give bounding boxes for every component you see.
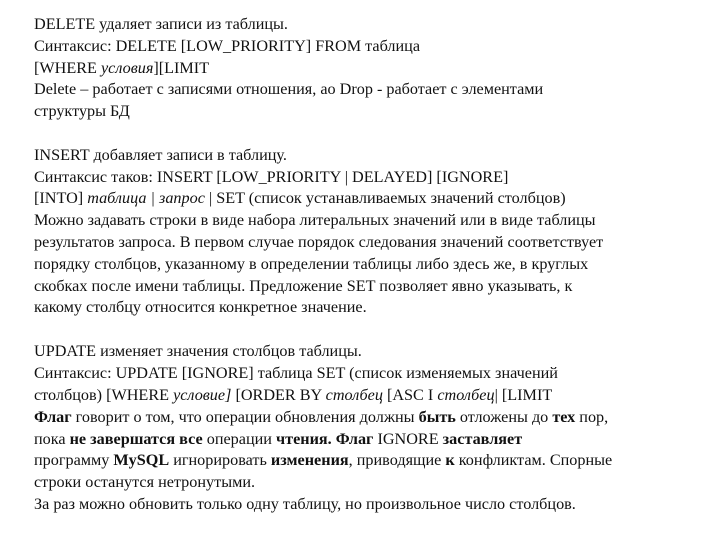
delete-where-text: [WHERE bbox=[34, 58, 101, 77]
update-line-6-text-d: конфликтам. Спорные bbox=[454, 451, 613, 470]
update-line-3 bbox=[34, 385, 710, 407]
delete-line-2: Синтаксис: DELETE [LOW_PRIORITY] FROM таблица bbox=[34, 36, 421, 55]
insert-line-2: Синтаксис таков: INSERT [LOW_PRIORITY | DELAYED] [IGNORE] bbox=[34, 167, 509, 186]
paragraph-gap bbox=[34, 319, 710, 341]
update-ignore-text: IGNORE bbox=[373, 429, 443, 448]
update-limit-text: | [LIMIT bbox=[494, 385, 553, 404]
update-section bbox=[34, 341, 710, 515]
update-teh-word: тех bbox=[552, 407, 576, 426]
update-line-4-text-b: отложены до bbox=[455, 407, 553, 426]
insert-line-4: Можно задавать строки в виде набора литеральных значений или в виде таблицы bbox=[34, 211, 596, 230]
update-column-text-2: столбец bbox=[437, 385, 495, 404]
insert-into-text: [INTO] bbox=[34, 189, 88, 208]
update-line-2: Синтаксис: UPDATE [IGNORE] таблица SET (список изменяемых значений bbox=[34, 364, 558, 383]
insert-line-3 bbox=[34, 188, 710, 210]
update-line-5 bbox=[34, 429, 710, 451]
delete-section bbox=[34, 14, 710, 123]
insert-line-6: порядку столбцов, указанному в определении таблицы либо здесь же, в круглых bbox=[34, 254, 589, 273]
document-page bbox=[34, 14, 710, 516]
delete-line-1: DELETE удаляет записи из таблицы. bbox=[34, 15, 288, 33]
update-line-7: строки останутся нетронутыми. bbox=[34, 473, 256, 492]
insert-section bbox=[34, 145, 710, 319]
update-line-6-text-b: игнорировать bbox=[169, 451, 271, 470]
update-line-6-text-a: программу bbox=[34, 451, 114, 470]
update-line-4 bbox=[34, 407, 710, 429]
update-zastavlyaet: заставляет bbox=[442, 429, 523, 448]
insert-table-query-text: таблица | запрос bbox=[87, 189, 205, 208]
insert-line-5: результатов запроса. В первом случае порядок следования значений соответствует bbox=[34, 232, 604, 251]
update-columns-where: столбцов) [WHERE bbox=[34, 385, 174, 404]
update-line-8: За раз можно обновить только одну таблицу, но произвольное число столбцов. bbox=[34, 494, 576, 513]
update-line-5-text-a: пока bbox=[34, 429, 70, 448]
update-flag-word: Флаг bbox=[34, 407, 72, 426]
delete-limit-text: ][LIMIT bbox=[153, 58, 210, 77]
update-asc-text: [ASC I bbox=[382, 385, 438, 404]
update-chteniya-flag: чтения. Флаг bbox=[276, 429, 374, 448]
delete-line-4: Delete – работает с записями отношения, ао Drop - работает с элементами bbox=[34, 80, 544, 99]
update-ne-zavershatsya: не завершатся все bbox=[69, 429, 203, 448]
insert-line-7: скобках после имени таблицы. Предложение SET позволяет явно указывать, к bbox=[34, 276, 573, 295]
update-line-4-text-c: пор, bbox=[575, 407, 609, 426]
update-line-4-text-a: говорит о том, что операции обновления должны bbox=[71, 407, 419, 426]
update-byt-word: быть bbox=[418, 407, 456, 426]
paragraph-gap bbox=[34, 123, 710, 145]
update-column-text-1: столбец bbox=[325, 385, 383, 404]
insert-set-text: | SET (список устанавливаемых значений столбцов) bbox=[204, 189, 566, 208]
update-mysql-word: MySQL bbox=[113, 451, 170, 470]
update-line-6-text-c: , приводящие bbox=[348, 451, 446, 470]
insert-line-8: какому столбцу относится конкретное значение. bbox=[34, 298, 367, 317]
delete-conditions-text: условия bbox=[100, 58, 154, 77]
update-izmeneniya-word: изменения bbox=[270, 451, 349, 470]
delete-line-5: структуры БД bbox=[34, 102, 130, 121]
update-k-word: к bbox=[445, 451, 455, 470]
update-condition-text: условие] bbox=[173, 385, 232, 404]
update-order-by: [ORDER BY bbox=[231, 385, 326, 404]
update-line-5-text-b: операции bbox=[202, 429, 276, 448]
update-line-6 bbox=[34, 450, 710, 472]
insert-line-1: INSERT добавляет записи в таблицу. bbox=[34, 145, 287, 164]
update-line-1: UPDATE изменяет значения столбцов таблицы. bbox=[34, 342, 362, 361]
delete-line-3 bbox=[34, 58, 710, 80]
